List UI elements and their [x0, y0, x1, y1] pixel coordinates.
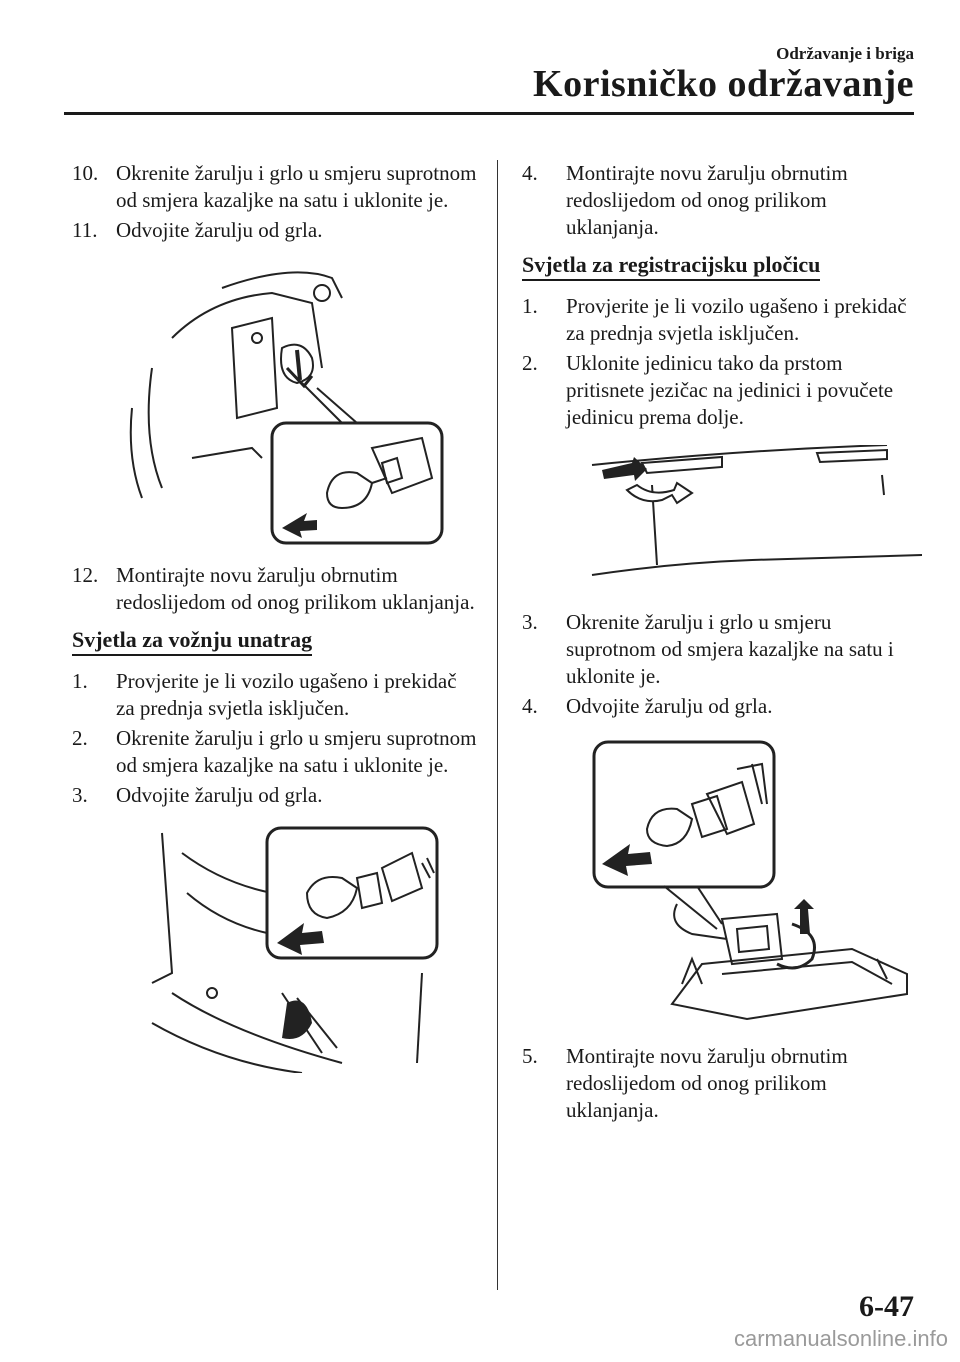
step-text: Odvojite žarulju od grla.: [116, 783, 323, 807]
step-number: 11.: [72, 218, 98, 242]
header-divider: [64, 112, 914, 115]
header-section-label: Održavanje i briga: [776, 44, 914, 63]
step-list: [72, 160, 477, 244]
step-text: Okrenite žarulju i grlo u smjeru suprotnom od smjera kazaljke na satu i uklonite je.: [566, 610, 894, 688]
step-list: [522, 293, 922, 431]
step-text: Okrenite žarulju i grlo u smjeru suprotnom od smjera kazaljke na satu i uklonite je.: [116, 726, 477, 777]
step-number: 5.: [522, 1044, 538, 1068]
step-list: [72, 562, 477, 616]
right-column: [522, 160, 922, 1127]
step-list: [72, 668, 477, 809]
step-text: Montirajte novu žarulju obrnutim redoslijedom od onog prilikom uklanjanja.: [566, 161, 848, 239]
step-text: Montirajte novu žarulju obrnutim redoslijedom od onog prilikom uklanjanja.: [566, 1044, 848, 1122]
step-number: 1.: [522, 294, 538, 318]
step-item: [522, 1043, 922, 1124]
step-item: [522, 609, 922, 690]
step-number: 4.: [522, 161, 538, 185]
step-text: Odvojite žarulju od grla.: [116, 218, 323, 242]
step-text: Provjerite je li vozilo ugašeno i prekidač za prednja svjetla isključen.: [116, 669, 457, 720]
step-text: Uklonite jedinicu tako da prstom pritisnete jezičac na jedinici i povučete jedinicu prema dolje.: [566, 351, 894, 429]
license-plate-lamp-bulb-illustration: [522, 734, 922, 1029]
step-text: Odvojite žarulju od grla.: [566, 694, 773, 718]
step-number: 12.: [72, 563, 99, 587]
step-number: 3.: [522, 610, 538, 634]
step-item: [522, 160, 922, 241]
step-list: [522, 160, 922, 241]
step-number: 3.: [72, 783, 88, 807]
step-number: 10.: [72, 161, 99, 185]
page-number: 6-47: [859, 1290, 914, 1323]
license-plate-lamp-removal-illustration: [522, 445, 922, 595]
step-item: [522, 693, 922, 720]
step-number: 2.: [522, 351, 538, 375]
step-item: [72, 160, 477, 214]
rear-lamp-bulb-illustration: [72, 258, 477, 548]
column-divider: [497, 160, 498, 1290]
step-number: 4.: [522, 694, 538, 718]
step-list: [522, 1043, 922, 1124]
step-item: [72, 725, 477, 779]
step-item: [522, 350, 922, 431]
step-text: Provjerite je li vozilo ugašeno i prekidač za prednja svjetla isključen.: [566, 294, 907, 345]
step-item: [72, 562, 477, 616]
watermark: carmanualsonline.info: [733, 1326, 948, 1351]
step-number: 1.: [72, 669, 88, 693]
page-title: Korisničko održavanje: [533, 63, 914, 105]
step-number: 2.: [72, 726, 88, 750]
step-item: [72, 782, 477, 809]
step-list: [522, 609, 922, 720]
reverse-lamp-bulb-illustration: [72, 823, 477, 1073]
step-text: Okrenite žarulju i grlo u smjeru suprotnom od smjera kazaljke na satu i uklonite je.: [116, 161, 477, 212]
section-heading: Svjetla za registracijsku pločicu: [522, 252, 820, 281]
section-heading: Svjetla za vožnju unatrag: [72, 627, 312, 656]
step-item: [522, 293, 922, 347]
step-item: [72, 217, 477, 244]
step-text: Montirajte novu žarulju obrnutim redoslijedom od onog prilikom uklanjanja.: [116, 563, 475, 614]
left-column: [72, 160, 477, 1087]
step-item: [72, 668, 477, 722]
